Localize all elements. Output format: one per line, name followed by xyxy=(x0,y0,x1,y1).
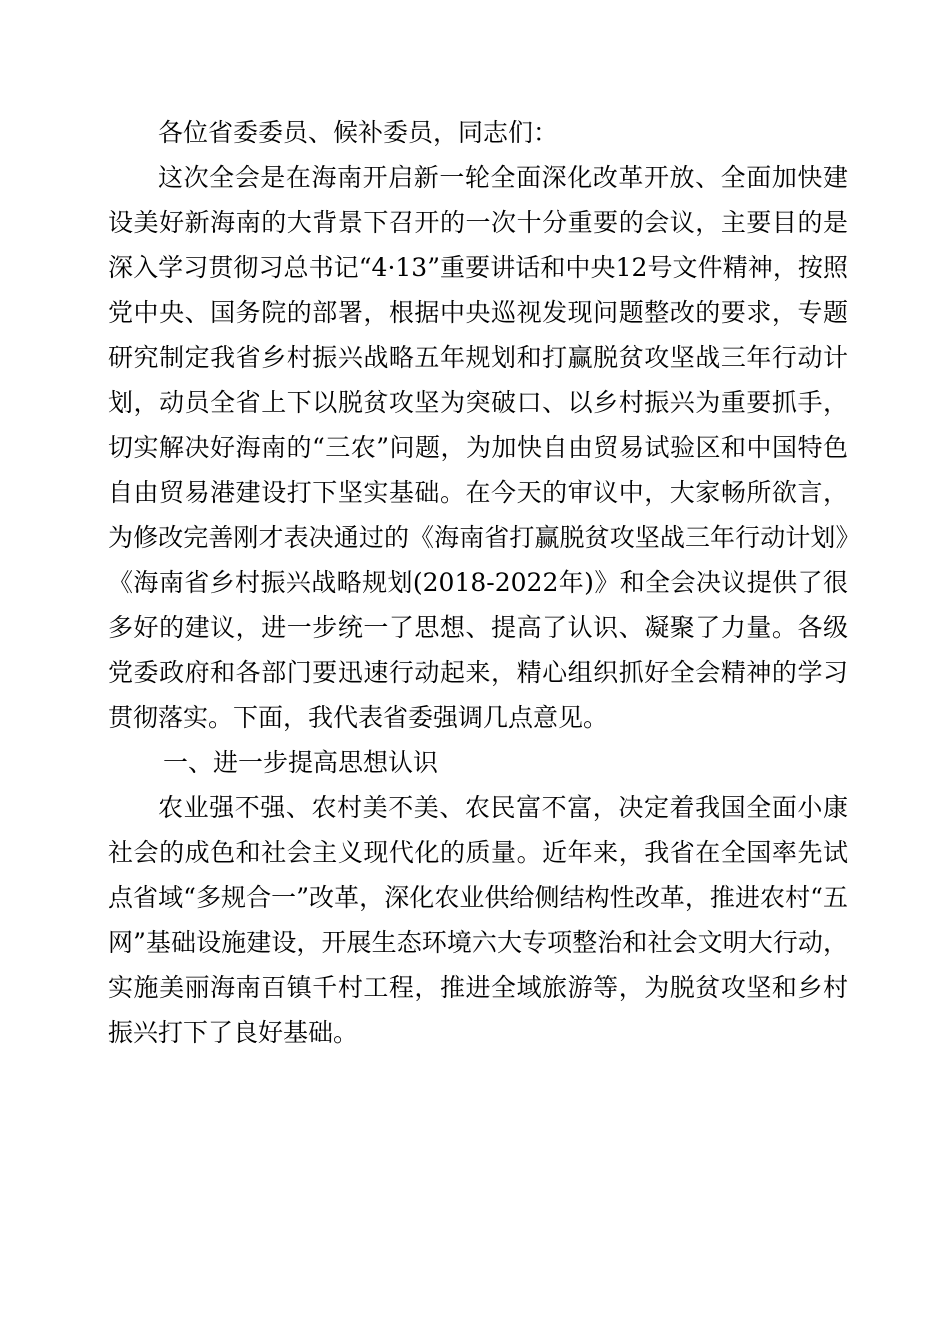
section-heading: 一、进一步提高思想认识 xyxy=(163,748,439,777)
document-body xyxy=(108,110,848,1055)
salutation: 各位省委委员、候补委员，同志们： xyxy=(158,118,559,147)
body-paragraph: 这次全会是在海南开启新一轮全面深化改革开放、全面加快建设美好新海南的大背景下召开的一次十分重要的会议，主要目的是深入学习贯彻习总书记“4·13”重要讲话和中央12号文件精神，按照党中央、国务院的部署，根据中央巡视发现问题整改的要求，专题研究制定我省乡村振兴战略五年规划和打赢脱贫攻坚战三年行动计划，动员全省上下以脱贫攻坚为突破口、以乡村振兴为重要抓手，切实解决好海南的“三农”问题，为加快自由贸易试验区和中国特色自由贸易港建设打下坚实基础。在今天的审议中，大家畅所欲言，为修改完善刚才表决通过的《海南省打赢脱贫攻坚战三年行动计划》《海南省乡村振兴战略规划(2018-2022年)》和全会决议提供了很多好的建议，进一步统一了思想、提高了认识、凝聚了力量。各级党委政府和各部门要迅速行动起来，精心组织抓好全会精神的学习贯彻落实。下面，我代表省委强调几点意见。 xyxy=(108,163,848,732)
section-paragraph: 农业强不强、农村美不美、农民富不富，决定着我国全面小康社会的成色和社会主义现代化的质量。近年来，我省在全国率先试点省域“多规合一”改革，深化农业供给侧结构性改革，推进农村“五网”基础设施建设，开展生态环境六大专项整治和社会文明大行动，实施美丽海南百镇千村工程，推进全域旅游等，为脱贫攻坚和乡村振兴打下了良好基础。 xyxy=(108,793,848,1047)
